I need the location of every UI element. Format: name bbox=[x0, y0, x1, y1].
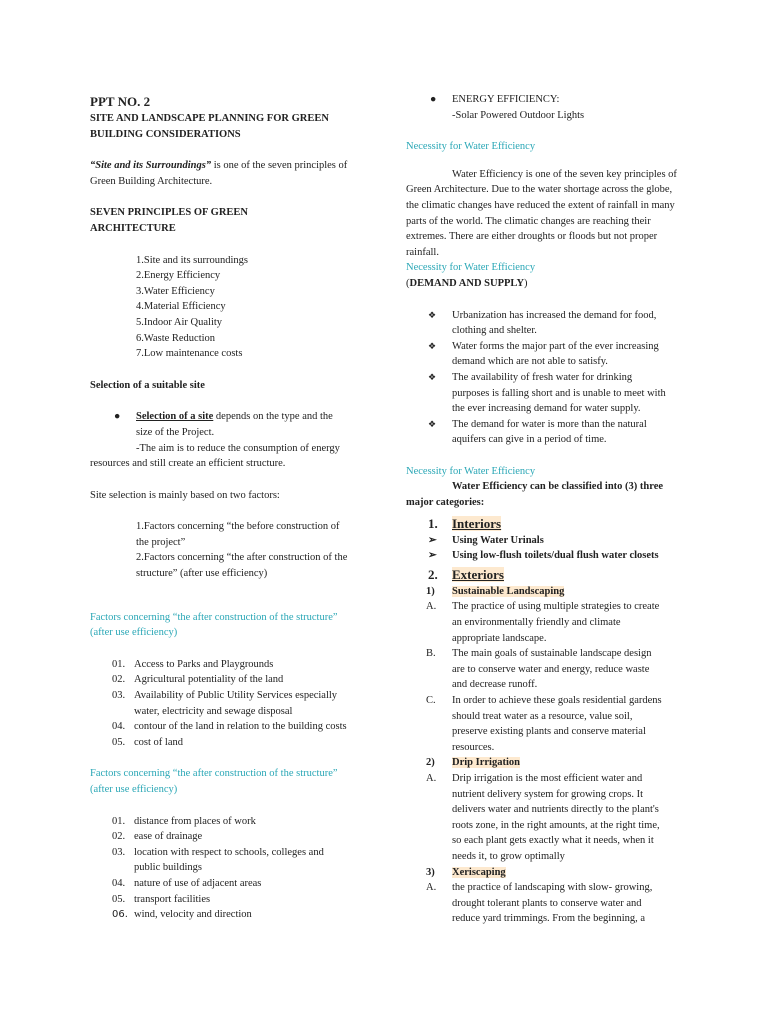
selection-bullet-bold: Selection of a site bbox=[136, 411, 214, 423]
para-line: the climatic changes have reduced the extent of rainfall in many bbox=[406, 199, 675, 211]
energy-sub: -Solar Powered Outdoor Lights bbox=[452, 109, 585, 121]
bullet-dot-icon: ● bbox=[430, 94, 437, 105]
list-item: ❖ The demand for water is more than the natural aquifers can give in a period of time. bbox=[428, 418, 647, 446]
intro-paragraph bbox=[90, 158, 390, 174]
principle-item: 7.Low maintenance costs bbox=[136, 348, 243, 360]
factors-list bbox=[90, 519, 390, 581]
xeriscaping-heading: 3) Xeriscaping bbox=[426, 866, 506, 878]
list-item: 03. Availability of Public Utility Services especially water, electricity and sewage disposal bbox=[112, 690, 338, 717]
demand-bullets bbox=[406, 308, 696, 448]
selection-heading: Selection of a suitable site bbox=[90, 379, 205, 391]
doc-title-line2: BUILDING CONSIDERATIONS bbox=[90, 128, 241, 140]
list-item: 05. transport facilities bbox=[112, 893, 211, 905]
doc-title-line1: SITE AND LANDSCAPE PLANNING FOR GREEN bbox=[90, 113, 329, 124]
principle-item: 2.Energy Efficiency bbox=[136, 270, 221, 282]
interiors-list bbox=[406, 533, 696, 564]
diamond-bullet-icon: ❖ bbox=[428, 340, 437, 351]
factors-intro: Site selection is mainly based on two factors: bbox=[90, 489, 280, 501]
sustainable-landscaping-list bbox=[406, 599, 696, 755]
principle-item: 1.Site and its surroundings bbox=[136, 254, 248, 266]
drip-irrigation-list bbox=[406, 771, 696, 865]
demand-heading: (DEMAND AND SUPPLY) bbox=[406, 277, 528, 289]
principles-list bbox=[90, 253, 390, 362]
list-item: ➢ Using Water Urinals bbox=[406, 533, 696, 549]
factor-1-line1: 1.Factors concerning “the before construction of bbox=[136, 521, 340, 533]
intro-italic: “Site and its Surroundings” bbox=[90, 160, 212, 172]
para-line: extremes. There are either droughts or floods but not proper bbox=[406, 231, 658, 243]
para-line: Water Efficiency is one of the seven key principles of bbox=[452, 168, 677, 180]
teal-heading-a: Necessity for Water Efficiency bbox=[406, 141, 536, 153]
list-item: ❖ Urbanization has increased the demand for food, clothing and shelter. bbox=[428, 309, 657, 337]
list-item: B. The main goals of sustainable landscape design are to conserve water and energy, reduce waste and decrease runoff. bbox=[426, 648, 652, 691]
list-item: 03. location with respect to schools, colleges and public buildings bbox=[112, 846, 324, 874]
factor-2-line2: structure” (after use efficiency) bbox=[136, 568, 268, 580]
classify-line2: major categories: bbox=[406, 497, 485, 509]
right-column bbox=[406, 92, 696, 927]
left-column bbox=[90, 94, 390, 923]
list-item: 02. Agricultural potentiality of the land bbox=[112, 674, 284, 686]
list-item: C. In order to achieve these goals residential gardens should treat water as a resource, value soil, preserve existing plants and conserve material resources. bbox=[426, 695, 662, 753]
sustainable-landscaping-heading: 1) Sustainable Landscaping bbox=[426, 585, 565, 597]
arrow-bullet-icon: ➢ bbox=[428, 550, 437, 562]
energy-bullet bbox=[406, 92, 696, 123]
list-item: A. Drip irrigation is the most efficient water and nutrient delivery system for growing crops. It delivers water and nutrients directly to the plant's roots zone, in the right amounts, at the right time, so each plant gets exactly what it needs, when it needs it, to grow optimally bbox=[426, 772, 660, 862]
diamond-bullet-icon: ❖ bbox=[428, 418, 437, 429]
classify-line1: Water Efficiency can be classified into (3) three bbox=[452, 481, 664, 493]
selection-bullet-line2: size of the Project. bbox=[136, 426, 215, 438]
exteriors-heading: 2. Exteriors bbox=[428, 566, 504, 582]
intro-rest: is one of the seven principles of bbox=[211, 160, 348, 172]
selection-bullet-rest: depends on the type and the bbox=[213, 411, 333, 423]
list-item: ❖ Water forms the major part of the ever increasing demand which are not able to satisfy. bbox=[428, 340, 659, 368]
list-item: 01. distance from places of work bbox=[112, 815, 256, 827]
water-paragraph bbox=[406, 167, 696, 261]
list-item: ❖ The availability of fresh water for drinking purposes is falling short and is unable to meet with the ever increasing demand for water supply. bbox=[428, 371, 666, 415]
list-item: 06. wind, velocity and direction bbox=[112, 909, 252, 921]
factors-list-1 bbox=[90, 657, 390, 751]
list-item: A. The practice of using multiple strategies to create an environmentally friendly and climate appropriate landscape. bbox=[426, 601, 660, 644]
list-item: ➢ Using low-flush toilets/dual flush water closets bbox=[406, 548, 696, 564]
interiors-heading: 1. Interiors bbox=[428, 515, 502, 531]
principle-item: 4.Material Efficiency bbox=[136, 301, 226, 313]
aim-line1: -The aim is to reduce the consumption of energy bbox=[136, 442, 340, 454]
drip-irrigation-heading: 2) Drip Irrigation bbox=[426, 757, 520, 769]
intro-line2: Green Building Architecture. bbox=[90, 175, 213, 187]
principle-item: 5.Indoor Air Quality bbox=[136, 316, 223, 328]
para-line: rainfall. bbox=[406, 246, 439, 258]
principles-heading-2: ARCHITECTURE bbox=[90, 222, 176, 234]
list-item: A. the practice of landscaping with slow- growing, drought tolerant plants to conserve water and reduce yard trimmings. From the beginning, a bbox=[426, 882, 653, 925]
list-item: 04. contour of the land in relation to the building costs bbox=[112, 721, 347, 733]
principle-item: 3.Water Efficiency bbox=[136, 285, 215, 297]
teal-heading-2-line1: Factors concerning “the after construction of the structure” bbox=[90, 768, 338, 780]
teal-heading-b: Necessity for Water Efficiency bbox=[406, 262, 536, 274]
diamond-bullet-icon: ❖ bbox=[428, 371, 437, 382]
factor-2-line1: 2.Factors concerning “the after construction of the bbox=[136, 552, 348, 564]
ppt-number: PPT NO. 2 bbox=[90, 94, 151, 109]
factors-list-2 bbox=[90, 814, 390, 923]
para-line: Green Architecture. Due to the water shortage across the globe, bbox=[406, 184, 673, 196]
list-item: 05. cost of land bbox=[112, 736, 183, 748]
bullet-dot-icon: ● bbox=[114, 411, 121, 423]
xeriscaping-list bbox=[406, 880, 696, 927]
aim-line2: resources and still create an efficient structure. bbox=[90, 458, 286, 470]
factor-1-line2: the project” bbox=[136, 536, 186, 548]
para-line: parts of the world. The climatic changes are reaching their bbox=[406, 215, 651, 227]
teal-heading-1-line2: (after use efficiency) bbox=[90, 627, 178, 639]
teal-heading-1-line1: Factors concerning “the after construction of the structure” bbox=[90, 611, 338, 623]
list-item: 02. ease of drainage bbox=[112, 831, 203, 843]
teal-heading-2-line2: (after use efficiency) bbox=[90, 784, 178, 795]
diamond-bullet-icon: ❖ bbox=[428, 309, 437, 320]
teal-heading-c: Necessity for Water Efficiency bbox=[406, 465, 536, 477]
selection-bullet bbox=[90, 409, 390, 456]
principles-heading-1: SEVEN PRINCIPLES OF GREEN bbox=[90, 207, 249, 219]
list-item: 01. Access to Parks and Playgrounds bbox=[112, 658, 274, 670]
energy-bullet-label: ENERGY EFFICIENCY: bbox=[452, 94, 560, 105]
arrow-bullet-icon: ➢ bbox=[428, 534, 437, 546]
principle-item: 6.Waste Reduction bbox=[136, 332, 216, 344]
list-item: 04. nature of use of adjacent areas bbox=[112, 877, 262, 889]
